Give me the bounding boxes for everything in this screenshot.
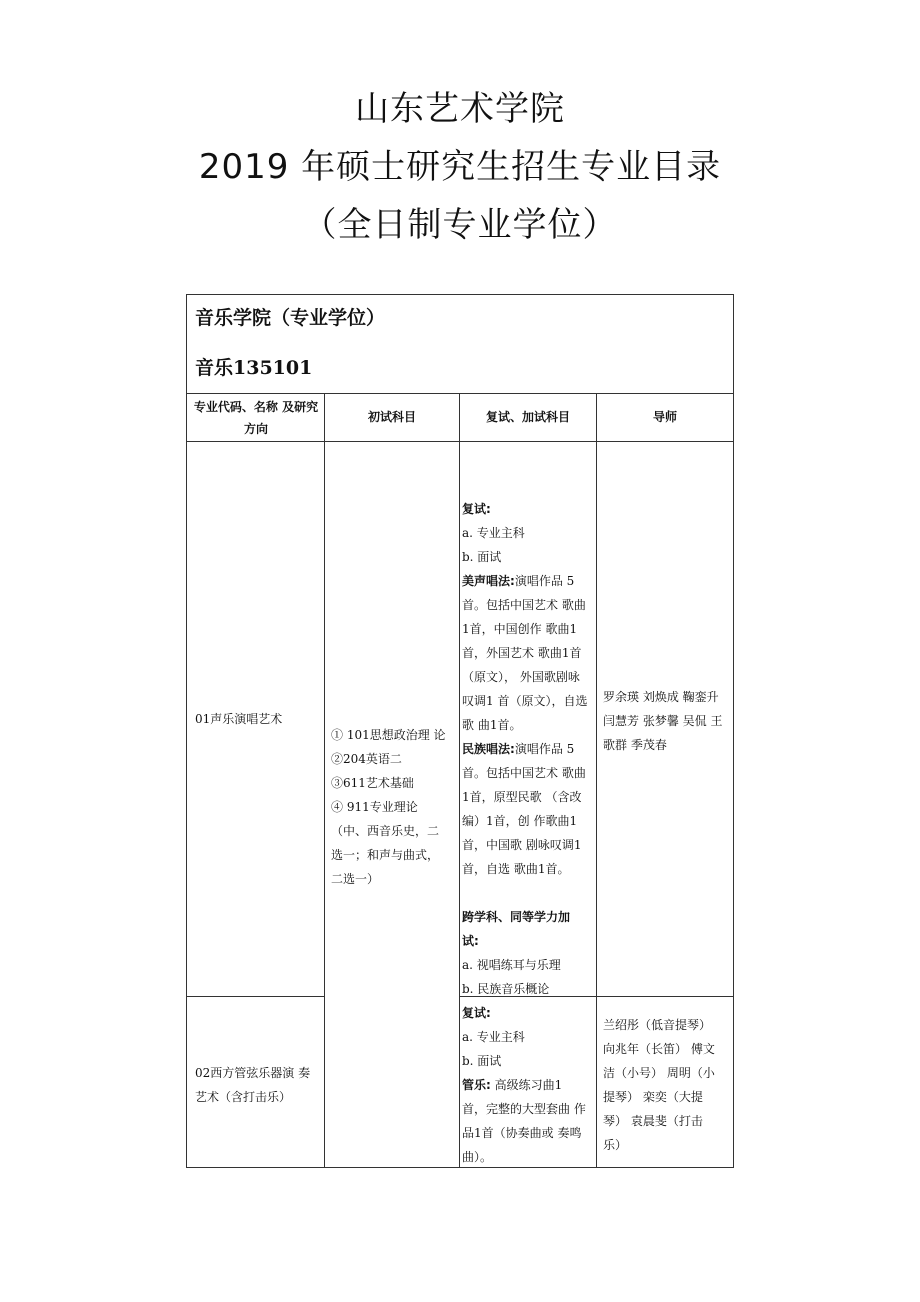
retest-line [462,929,596,953]
document-title [0,80,920,254]
retest-line-text: b. 民族音乐概论 [462,982,550,996]
tutor-line: 洁（小号） 周明（小 [603,1066,715,1080]
retest-line-text: 曲）。 [462,1150,493,1164]
initial-exam-line: ②204英语二 [331,752,402,766]
retest-line [462,833,596,857]
retest-line [462,1001,596,1025]
title-line-1: 山东艺术学院 [355,89,565,129]
retest-line [462,977,596,1001]
retest-line [462,497,596,521]
retest-line [462,905,596,929]
retest-line [462,881,596,905]
retest-line [462,857,596,881]
retest-line [462,1097,596,1121]
retest-line [462,641,596,665]
initial-exam-line: ③611艺术基础 [331,776,414,790]
retest-line-text: 叹调1 首（原文），自选 [462,694,588,708]
retest-line [462,545,596,569]
retest-line-text: 演唱作品 5 [514,574,575,588]
retest-line-label: 复试: [462,1006,491,1020]
title-line-3: （全日制专业学位） [302,205,618,245]
retest-line-text: 品1首（协奏曲或 奏鸣 [462,1126,582,1140]
catalog-table [186,294,734,1168]
retest-line [462,1049,596,1073]
retest-line-text: 首，完整的大型套曲 作 [462,1102,586,1116]
retest-line-text: 首。包括中国艺术 歌曲 [462,598,586,612]
retest-subjects-01 [462,497,596,1001]
retest-line-text: a. 视唱练耳与乐理 [462,958,561,972]
tutors-01 [603,685,731,757]
retest-line-text: 编）1首，创 作歌曲1 [462,814,578,828]
retest-line-label: 试: [462,934,479,948]
title-line-2: 2019 年硕士研究生招生专业目录 [198,147,722,187]
column-header-code-name: 专业代码、名称 及研究方向 [193,400,319,436]
initial-exam-subjects [331,723,455,891]
direction-01: 01声乐演唱艺术 [195,712,283,726]
retest-line [462,953,596,977]
initial-exam-line: （中、西音乐史，二 [331,824,440,838]
retest-line-label: 管乐: [462,1078,491,1092]
tutor-line: 罗余瑛 刘焕成 鞠銮升 [603,690,719,704]
retest-line-text: 首，自选 歌曲1首。 [462,862,570,876]
retest-line [462,617,596,641]
college-heading: 音乐学院（专业学位） [195,307,386,329]
retest-line [462,689,596,713]
retest-line-label: 复试: [462,502,491,516]
tutor-line: 兰绍彤（低音提琴） [603,1018,712,1032]
retest-line-text: 首，中国歌 剧咏叹调1 [462,838,582,852]
retest-line-text: a. 专业主科 [462,526,525,540]
initial-exam-line: 二选一） [331,872,380,886]
retest-line [462,785,596,809]
retest-line-text: 首。包括中国艺术 歌曲 [462,766,586,780]
retest-line-text: a. 专业主科 [462,1030,525,1044]
retest-line-text: 1首，原型民歌 （含改 [462,790,582,804]
retest-line [462,737,596,761]
retest-line [462,593,596,617]
retest-line [462,569,596,593]
retest-line-text: 演唱作品 5 [514,742,575,756]
initial-exam-line: ① 101思想政治理 论 [331,728,446,742]
retest-line-text: b. 面试 [462,1054,502,1068]
retest-line [462,761,596,785]
retest-line-text: 歌 曲1首。 [462,718,522,732]
retest-line [462,1073,596,1097]
retest-line-text: （原文）， 外国歌剧咏 [462,670,580,684]
column-header-initial-exam: 初试科目 [367,410,416,424]
tutor-line: 向兆年（长笛） 傅文 [603,1042,715,1056]
retest-subjects-02 [462,1001,596,1169]
retest-line-text: b. 面试 [462,550,502,564]
retest-line [462,809,596,833]
tutor-line: 闫慧芳 张梦馨 吴侃 王 [603,714,723,728]
retest-line-label: 民族唱法: [462,742,515,756]
retest-line-text: 高级练习曲1 [490,1078,563,1092]
retest-line [462,665,596,689]
initial-exam-line: ④ 911专业理论 [331,800,418,814]
retest-line-text: 1首，中国创作 歌曲1 [462,622,578,636]
retest-line [462,521,596,545]
retest-line [462,1121,596,1145]
retest-line [462,1145,596,1169]
tutor-line: 乐） [603,1138,628,1152]
tutors-02 [603,1013,731,1157]
retest-line [462,713,596,737]
initial-exam-line: 选一；和声与曲式， [331,848,440,862]
column-header-tutor: 导师 [652,410,677,424]
tutor-line: 歌群 季茂春 [603,738,667,752]
retest-line-text: 首，外国艺术 歌曲1首 [462,646,582,660]
column-header-retest: 复试、加试科目 [485,410,570,424]
tutor-line: 琴） 袁晨斐（打击 [603,1114,703,1128]
direction-02: 02西方管弦乐器演 奏艺术（含打击乐） [195,1066,311,1104]
retest-line [462,1025,596,1049]
major-heading: 音乐135101 [195,357,313,379]
retest-line-label: 美声唱法: [462,574,515,588]
retest-line-label: 跨学科、同等学力加 [462,910,571,924]
tutor-line: 提琴） 栾奕（大提 [603,1090,703,1104]
